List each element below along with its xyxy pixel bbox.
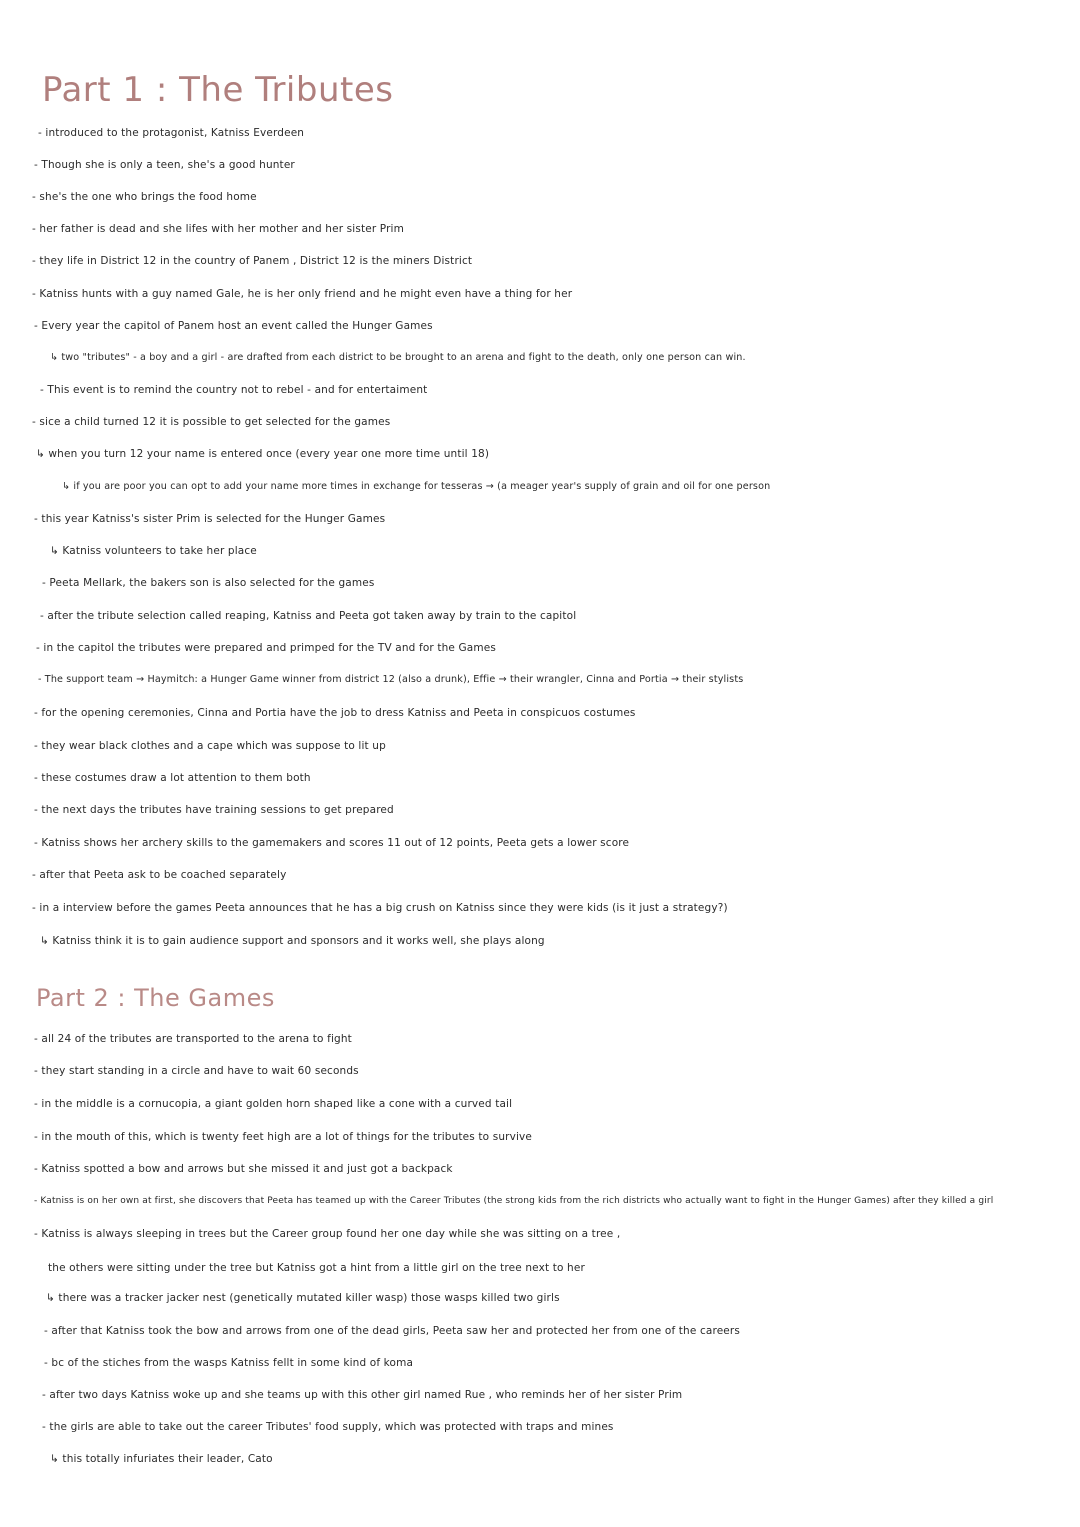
note-line: - in the middle is a cornucopia, a giant golden horn shaped like a cone with a curved tail xyxy=(34,1098,513,1110)
note-line: - Katniss hunts with a guy named Gale, he is her only friend and he might even have a thing for her xyxy=(32,288,573,300)
note-line: - they start standing in a circle and have to wait 60 seconds xyxy=(34,1065,359,1077)
note-line: - introduced to the protagonist, Katniss Everdeen xyxy=(38,127,305,139)
note-line: - after two days Katniss woke up and she teams up with this other girl named Rue , who reminds her of her sister Prim xyxy=(42,1389,683,1401)
note-line: - Every year the capitol of Panem host an event called the Hunger Games xyxy=(34,320,433,332)
note-line: - Katniss spotted a bow and arrows but she missed it and just got a backpack xyxy=(34,1163,453,1175)
note-line: - the next days the tributes have training sessions to get prepared xyxy=(34,804,394,816)
part1-heading: Part 1 : The Tributes xyxy=(42,70,394,110)
note-line: - this year Katniss's sister Prim is selected for the Hunger Games xyxy=(34,513,386,525)
note-line-continued: the others were sitting under the tree but Katniss got a hint from a little girl on the tree next to her xyxy=(48,1262,585,1274)
note-subline: ↳ two "tributes" - a boy and a girl - are drafted from each district to be brought to an arena and fight to the death, only one person can win. xyxy=(50,352,746,363)
note-subline: ↳ Katniss volunteers to take her place xyxy=(50,545,257,557)
note-line: - in a interview before the games Peeta announces that he has a big crush on Katniss since they were kids (is it just a strategy?) xyxy=(32,902,728,914)
note-line: - all 24 of the tributes are transported to the arena to fight xyxy=(34,1033,352,1045)
note-line: - sice a child turned 12 it is possible to get selected for the games xyxy=(32,416,391,428)
note-line: - these costumes draw a lot attention to them both xyxy=(34,772,311,784)
note-line: - in the mouth of this, which is twenty feet high are a lot of things for the tributes to survive xyxy=(34,1131,532,1143)
note-line: - bc of the stiches from the wasps Katniss fellt in some kind of koma xyxy=(44,1357,414,1369)
note-line: - for the opening ceremonies, Cinna and Portia have the job to dress Katniss and Peeta in conspicuos costumes xyxy=(34,707,636,719)
note-subline: ↳ there was a tracker jacker nest (genetically mutated killer wasp) those wasps killed two girls xyxy=(46,1292,560,1304)
note-line: - she's the one who brings the food home xyxy=(32,191,257,203)
note-line: - they life in District 12 in the country of Panem , District 12 is the miners District xyxy=(32,255,473,267)
note-line: - after that Peeta ask to be coached separately xyxy=(32,869,287,881)
part2-heading: Part 2 : The Games xyxy=(36,984,275,1012)
note-line: - they wear black clothes and a cape which was suppose to lit up xyxy=(34,740,386,752)
note-subline: ↳ if you are poor you can opt to add your name more times in exchange for tesseras → (a meager year's supply of grain and oil for one person xyxy=(62,481,771,492)
note-line: - Katniss shows her archery skills to the gamemakers and scores 11 out of 12 points, Peeta gets a lower score xyxy=(34,837,630,849)
note-subline: ↳ Katniss think it is to gain audience support and sponsors and it works well, she plays along xyxy=(40,935,545,947)
note-line: - The support team → Haymitch: a Hunger Game winner from district 12 (also a drunk), Effie → their wrangler, Cinna and Portia → their stylists xyxy=(38,674,744,685)
note-line: - after that Katniss took the bow and arrows from one of the dead girls, Peeta saw her and protected her from one of the careers xyxy=(44,1325,741,1337)
note-line: - the girls are able to take out the career Tributes' food supply, which was protected with traps and mines xyxy=(42,1421,614,1433)
note-line: - Though she is only a teen, she's a good hunter xyxy=(34,159,295,171)
note-line: - Katniss is on her own at first, she discovers that Peeta has teamed up with the Career Tributes (the strong kids from the rich districts who actually want to fight in the Hunger Games) after they killed a girl xyxy=(34,1196,994,1206)
note-line: - in the capitol the tributes were prepared and primped for the TV and for the Games xyxy=(36,642,496,654)
note-subline: ↳ this totally infuriates their leader, Cato xyxy=(50,1453,273,1465)
note-line: - her father is dead and she lifes with her mother and her sister Prim xyxy=(32,223,404,235)
note-line: - Katniss is always sleeping in trees but the Career group found her one day while she was sitting on a tree , xyxy=(34,1228,621,1240)
note-line: - This event is to remind the country not to rebel - and for entertaiment xyxy=(40,384,428,396)
note-line: - Peeta Mellark, the bakers son is also selected for the games xyxy=(42,577,375,589)
note-line: - after the tribute selection called reaping, Katniss and Peeta got taken away by train to the capitol xyxy=(40,610,577,622)
note-subline: ↳ when you turn 12 your name is entered once (every year one more time until 18) xyxy=(36,448,490,460)
